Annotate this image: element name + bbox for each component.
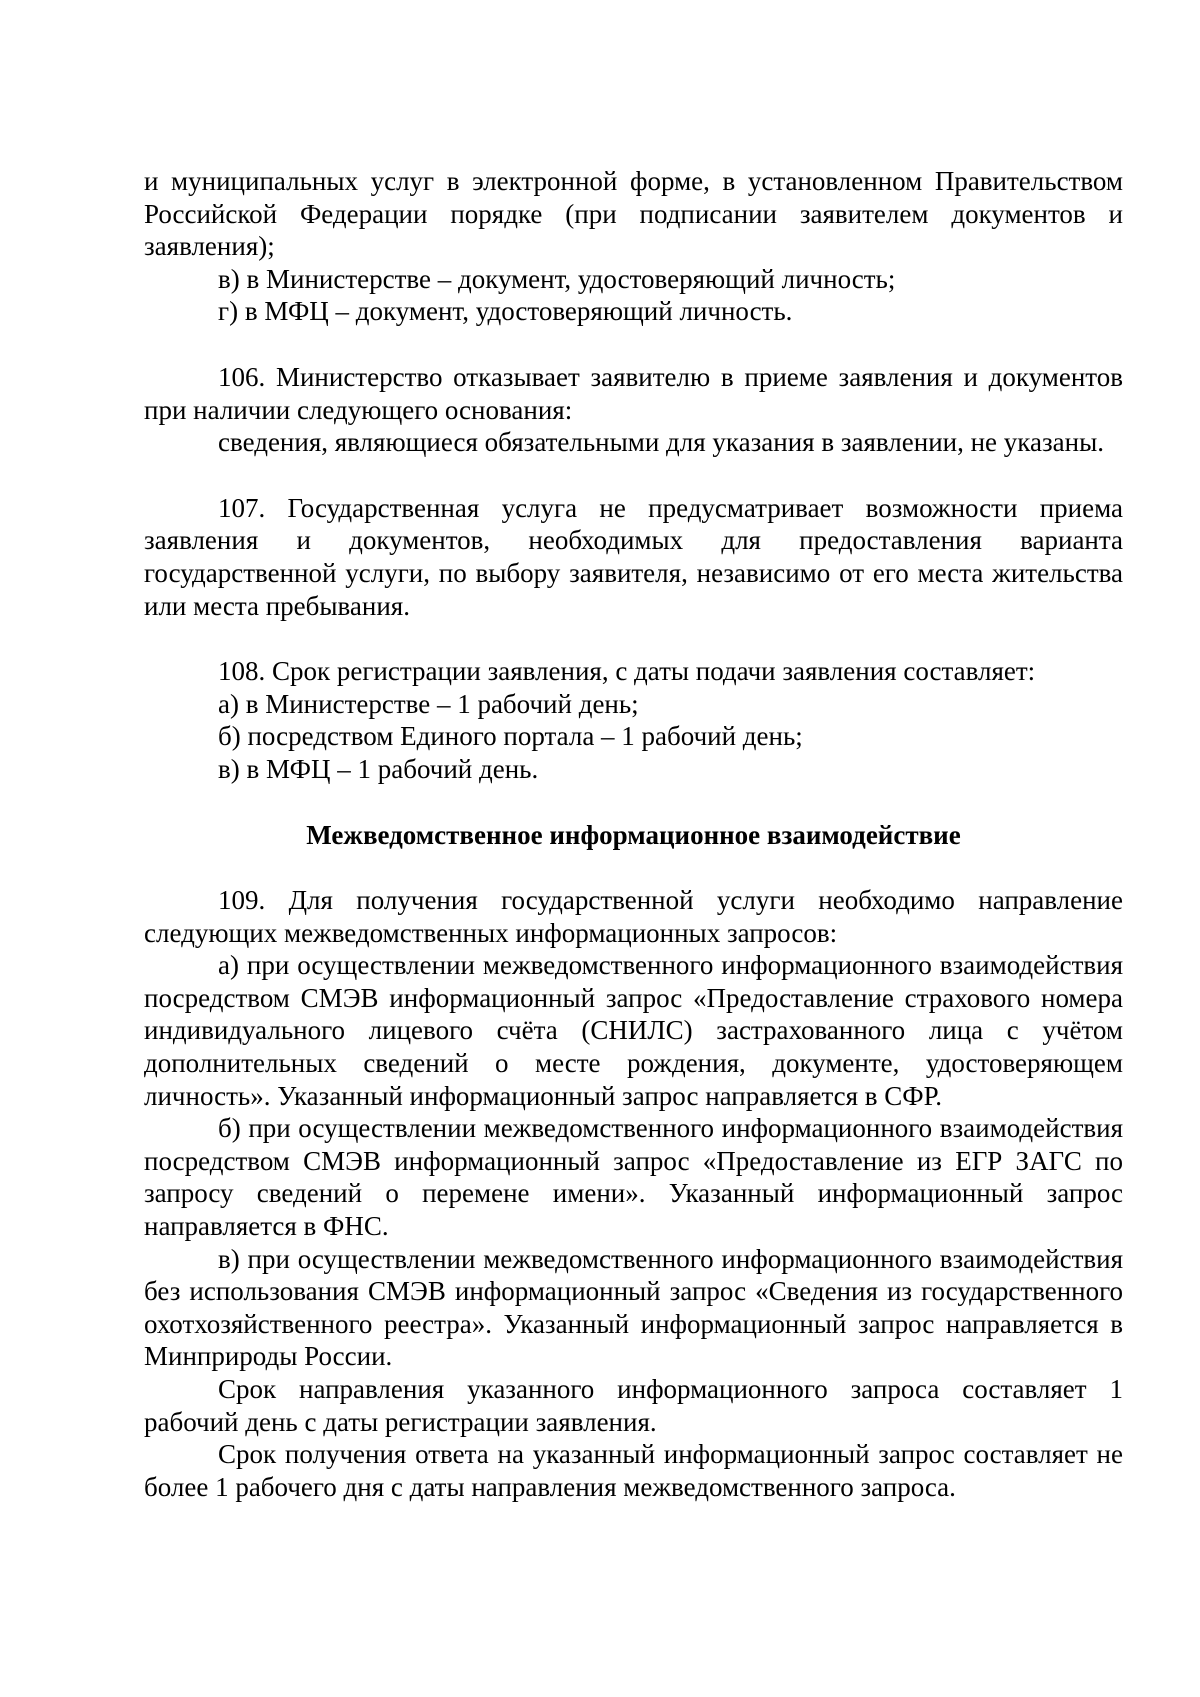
paragraph-109-item-a: а) при осуществлении межведомственного информационного взаимодействия посредством СМЭВ информационный запрос «Предоставление страхового номера индивидуального лицевого счёта (СНИЛС) застрахованного лица с учётом дополнительных сведений о месте рождения, документе, удостоверяющем личность». Указанный информационный запрос направляется в СФР.	[144, 950, 1123, 1111]
paragraph-107: 107. Государственная услуга не предусматривает возможности приема заявления и документов, необходимых для предоставления варианта государственной услуги, по выбору заявителя, независимо от его места жительства или места пребывания.	[144, 492, 1123, 621]
paragraph-continuation: и муниципальных услуг в электронной форме, в установленном Правительством Российской Федерации порядке (при подписании заявителем документов и заявления);	[144, 166, 1123, 262]
paragraph-106-ground: сведения, являющиеся обязательными для указания в заявлении, не указаны.	[218, 427, 1104, 458]
paragraph-106: 106. Министерство отказывает заявителю в приеме заявления и документов при наличии следующего основания:	[144, 361, 1123, 425]
document-page	[144, 165, 1123, 1503]
paragraph-109-request-term: Срок направления указанного информационного запроса составляет 1 рабочий день с даты регистрации заявления.	[144, 1374, 1123, 1437]
section-heading: Межведомственное информационное взаимодействие	[306, 819, 961, 850]
spacer	[144, 851, 1123, 884]
paragraph-108-item-b: б) посредством Единого портала – 1 рабочий день;	[218, 721, 803, 752]
paragraph-109-item-v: в) при осуществлении межведомственного информационного взаимодействия без использования СМЭВ информационный запрос «Сведения из государственного охотхозяйственного реестра». Указанный информационный запрос направляется в Минприроды России.	[144, 1243, 1123, 1372]
paragraph-item-v-ministry: в) в Министерстве – документ, удостоверяющий личность;	[218, 263, 896, 294]
spacer	[144, 459, 1123, 492]
paragraph-109: 109. Для получения государственной услуги необходимо направление следующих межведомственных информационных запросов:	[144, 885, 1123, 948]
paragraph-108-item-a: а) в Министерстве – 1 рабочий день;	[218, 688, 639, 719]
spacer	[144, 622, 1123, 655]
spacer	[144, 328, 1123, 361]
paragraph-109-item-b: б) при осуществлении межведомственного информационного взаимодействия посредством СМЭВ информационный запрос «Предоставление из ЕГР ЗАГС по запросу сведений о перемене имени». Указанный информационный запрос направляется в ФНС.	[144, 1113, 1123, 1242]
paragraph-item-g-mfc: г) в МФЦ – документ, удостоверяющий личность.	[218, 296, 793, 327]
spacer	[144, 786, 1123, 819]
paragraph-108-item-v: в) в МФЦ – 1 рабочий день.	[218, 753, 539, 784]
paragraph-108: 108. Срок регистрации заявления, с даты подачи заявления составляет:	[218, 656, 1036, 687]
paragraph-109-response-term: Срок получения ответа на указанный информационный запрос составляет не более 1 рабочего дня с даты направления межведомственного запроса.	[144, 1439, 1123, 1502]
